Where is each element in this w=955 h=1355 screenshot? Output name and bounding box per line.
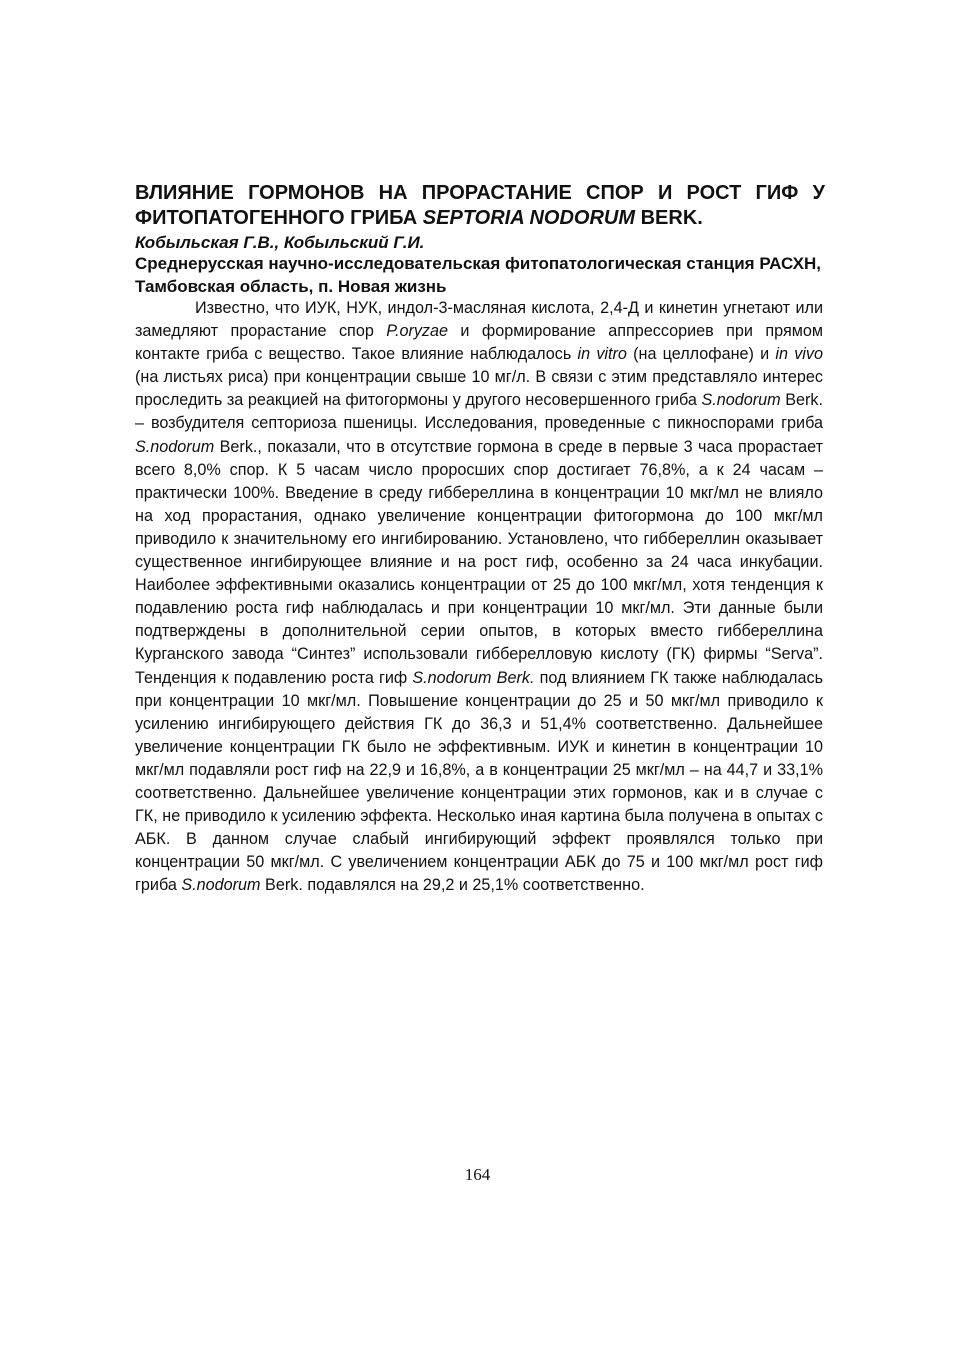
body-text-run: (на листьях риса) при концентрации свыше 10 мг/л. В связи с этим представляло интерес проследить за реакцией на фитогормоны у другого несовершенного гриба <box>135 368 823 410</box>
species-name: S.nodorum <box>135 437 215 456</box>
authors: Кобыльская Г.В., Кобыльский Г.И. <box>135 233 425 252</box>
title-species: SEPTORIA NODORUM <box>422 207 636 229</box>
affiliation: Среднерусская научно-исследовательская фитопатологическая станция РАСХН, Тамбовская область, п. Новая жизнь <box>135 254 821 296</box>
species-name: S.nodorum <box>701 391 781 410</box>
latin-term: in vivo <box>775 345 823 364</box>
latin-term: in vitro <box>577 345 627 364</box>
body-text-run: и формирование аппрессориев при прямом контакте гриба с вещество. Такое влияние наблюдалось <box>135 322 823 364</box>
title-text: ВЛИЯНИЕ ГОРМОНОВ НА ПРОРАСТАНИЕ СПОР И РОСТ ГИФ У ФИТОПАТОГЕННОГО ГРИБА <box>135 182 825 229</box>
body-paragraph <box>135 297 823 897</box>
article-title <box>135 181 825 231</box>
body-text-run: Berk. подавлялся на 29,2 и 25,1% соответственно. <box>260 876 645 895</box>
species-name: S.nodorum <box>181 876 261 895</box>
body-text-run: Berk., показали, что в отсутствие гормона в среде в первые 3 часа прорастает всего 8,0% спор. К 5 часам число проросших спор достигает 76,8%, а к 24 часам – практически 100%. Введение в среду гиббереллина в концентрации 10 мкг/мл не влияло на ход прорастания, однако увеличение концентрации фитогормона до 100 мкг/мл приводило к значительному его ингибированию. Установлено, что гиббереллин оказывает существенное ингибирующее влияние и на рост гиф, особенно за 24 часа инкубации. Наиболее эффективными оказались концентрации от 25 до 100 мкг/мл, хотя тенденция к подавлению роста гиф наблюдалась и при концентрации 10 мкг/мл. Эти данные были подтверждены в дополнительной серии опытов, в которых вместо гиббереллина Курганского завода “Синтез” использовали гибберелловую кислоту (ГК) фирмы “Serva”. Тенденция к подавлению роста гиф <box>135 437 823 687</box>
body-text-run: под влиянием ГК также наблюдалась при концентрации 10 мкг/мл. Повышение концентрации до 25 и 50 мкг/мл приводило к усилению ингибирующего действия ГК до 36,3 и 51,4% соответственно. Дальнейшее увеличение концентрации ГК было не эффективным. ИУК и кинетин в концентрации 10 мкг/мл подавляли рост гиф на 22,9 и 16,8%, а в концентрации 25 мкг/мл – на 44,7 и 33,1% соответственно. Дальнейшее увеличение концентрации этих гормонов, как и в случае с ГК, не приводило к усилению эффекта. Несколько иная картина была получена в опытах с АБК. В данном случае слабый ингибирующий эффект проявлялся только при концентрации 50 мкг/мл. С увеличением концентрации АБК до 75 и 100 мкг/мл рост гиф гриба <box>135 668 824 895</box>
body-text-run: Berk. – возбудителя септориоза пшеницы. Исследования, проведенные с пикноспорами гриба <box>135 391 823 433</box>
species-name: P.oryzae <box>386 322 449 341</box>
body-text-run: Известно, что ИУК, НУК, индол-3-масляная кислота, 2,4-Д и кинетин угнетают или замедляют прорастание спор <box>135 299 823 341</box>
body-text-run: (на целлофане) и <box>626 345 776 364</box>
species-name: S.nodorum Berk. <box>412 668 535 687</box>
page-number: 164 <box>464 1165 491 1184</box>
title-author-abbrev: BERK. <box>635 207 703 229</box>
